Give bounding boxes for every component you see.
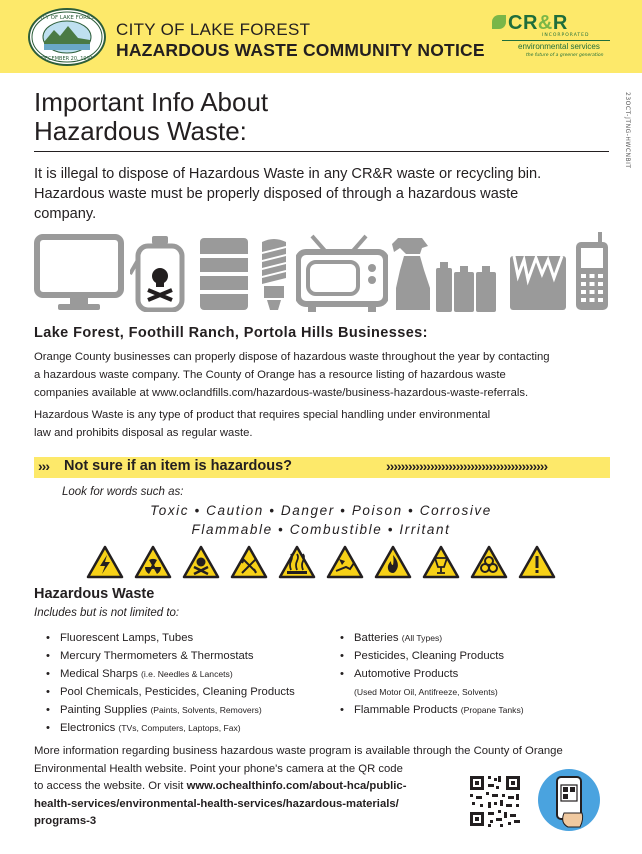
crr-division: environmental services bbox=[518, 42, 600, 51]
list-item: • Electronics (TVs, Computers, Laptops, Fax) bbox=[46, 719, 295, 737]
cfl-bulb-icon bbox=[256, 238, 292, 312]
chevron-trail-icon: ›››››››››››››››››››››››››››››››››››››››››››› bbox=[386, 458, 548, 474]
banner-text: Not sure if an item is hazardous? bbox=[64, 458, 293, 474]
cell-phone-icon bbox=[574, 232, 610, 312]
toxic-hazard-icon bbox=[182, 545, 220, 579]
hazardous-waste-heading: Hazardous Waste bbox=[34, 586, 155, 602]
crr-wordmark: CR&R bbox=[508, 12, 568, 34]
qr-code-icon[interactable] bbox=[468, 774, 522, 828]
hot-surface-icon bbox=[278, 545, 316, 579]
crr-divider bbox=[502, 40, 610, 41]
business-paragraph-2: Hazardous Waste is any type of product that requires special handling under environmental law and prohibits disposal as regular waste. bbox=[34, 409, 491, 439]
side-code: 23OCT-JTNG-HWCNBIT bbox=[624, 92, 631, 169]
page-title: Important Info About Hazardous Waste: bbox=[34, 87, 269, 146]
keywords-intro: Look for words such as: bbox=[62, 486, 184, 498]
hazard-question-banner bbox=[34, 457, 610, 478]
hazardous-waste-subtitle: Includes but is not limited to: bbox=[34, 607, 180, 619]
keywords-line-2: Flammable • Combustible • Irritant bbox=[191, 522, 451, 537]
harmful-icon bbox=[422, 545, 460, 579]
list-item: • Batteries (All Types) bbox=[340, 629, 524, 647]
notice-title: HAZARDOUS WASTE COMMUNITY NOTICE bbox=[116, 40, 485, 60]
warning-symbols bbox=[86, 545, 561, 581]
hazardous-items-icons bbox=[34, 232, 610, 312]
monitor-icon bbox=[34, 234, 124, 312]
barrel-icon bbox=[198, 236, 250, 312]
biological-hazard-icon bbox=[470, 545, 508, 579]
website-link-end[interactable]: programs-3 bbox=[34, 815, 97, 827]
spray-bottle-icon bbox=[390, 236, 434, 312]
list-item: • Automotive Products bbox=[340, 665, 524, 683]
poison-sprayer-icon bbox=[130, 234, 190, 312]
radiation-hazard-icon bbox=[134, 545, 172, 579]
website-link[interactable]: www.ochealthinfo.com/about-hca/public- bbox=[186, 780, 407, 792]
chevrons-icon: ››› bbox=[38, 458, 49, 474]
list-item-note: (Used Motor Oil, Antifreeze, Solvents) bbox=[354, 687, 498, 697]
list-item: • Pesticides, Cleaning Products bbox=[340, 647, 524, 665]
intro-text: It is illegal to dispose of Hazardous Waste in any CR&R waste or recycling bin. Hazardous waste must be properly disposed of through a hazardous waste company. bbox=[34, 166, 542, 222]
list-item: • Painting Supplies (Paints, Solvents, Removers) bbox=[46, 701, 295, 719]
general-warning-icon bbox=[518, 545, 556, 579]
website-link-cont[interactable]: health-services/environmental-health-services/hazardous-materials/ bbox=[34, 797, 399, 810]
list-item: • Fluorescent Lamps, Tubes bbox=[46, 629, 295, 647]
flammable-icon bbox=[374, 545, 412, 579]
list-item: • Mercury Thermometers & Thermostats bbox=[46, 647, 295, 665]
leaf-icon bbox=[492, 15, 506, 29]
crr-logo bbox=[502, 12, 622, 62]
hazardous-list-col-2 bbox=[340, 629, 524, 719]
keywords-line-1: Toxic • Caution • Danger • Poison • Corrosive bbox=[150, 503, 492, 518]
title-divider bbox=[34, 151, 609, 152]
city-seal-icon bbox=[28, 8, 106, 66]
seal-text-bottom: DECEMBER 20, 1991 bbox=[41, 56, 93, 62]
list-item: • Medical Sharps (i.e. Needles & Lancets) bbox=[46, 665, 295, 683]
paint-can-icon bbox=[508, 250, 568, 312]
seal-text-top: CITY OF LAKE FOREST bbox=[36, 15, 98, 21]
list-item: • Flammable Products (Propane Tanks) bbox=[340, 701, 524, 719]
city-name: CITY OF LAKE FOREST bbox=[116, 20, 311, 39]
more-info-text: More information regarding business hazardous waste program is available through the County of Orange Environmental Health website. Point your phone's camera at the QR code to access the website. Or visit www.ochealthinfo.com/about-hca/public- health-services/environmental-health-services/hazardous-materials/ programs-3 bbox=[34, 745, 563, 827]
business-heading: Lake Forest, Foothill Ranch, Portola Hills Businesses: bbox=[34, 325, 428, 341]
corrosive-icon bbox=[326, 545, 364, 579]
list-item: • Pool Chemicals, Pesticides, Cleaning Products bbox=[46, 683, 295, 701]
crr-tagline: the future of a greener generation bbox=[526, 53, 604, 58]
batteries-icon bbox=[434, 260, 502, 312]
business-paragraph-1: Orange County businesses can properly dispose of hazardous waste throughout the year by contacting a hazardous waste company. The County of Orange has a resource listing of hazardous waste companies available at www.oclandfills.com/hazardous-waste/business-hazardous-waste-referrals. bbox=[34, 351, 550, 399]
hazardous-list-col-1 bbox=[46, 629, 295, 737]
phone-scan-icon bbox=[538, 769, 600, 831]
biohazard-icon bbox=[230, 545, 268, 579]
electrical-hazard-icon bbox=[86, 545, 124, 579]
crr-inc: INCORPORATED bbox=[542, 33, 590, 38]
tv-icon bbox=[296, 234, 388, 312]
header-banner bbox=[0, 0, 642, 73]
